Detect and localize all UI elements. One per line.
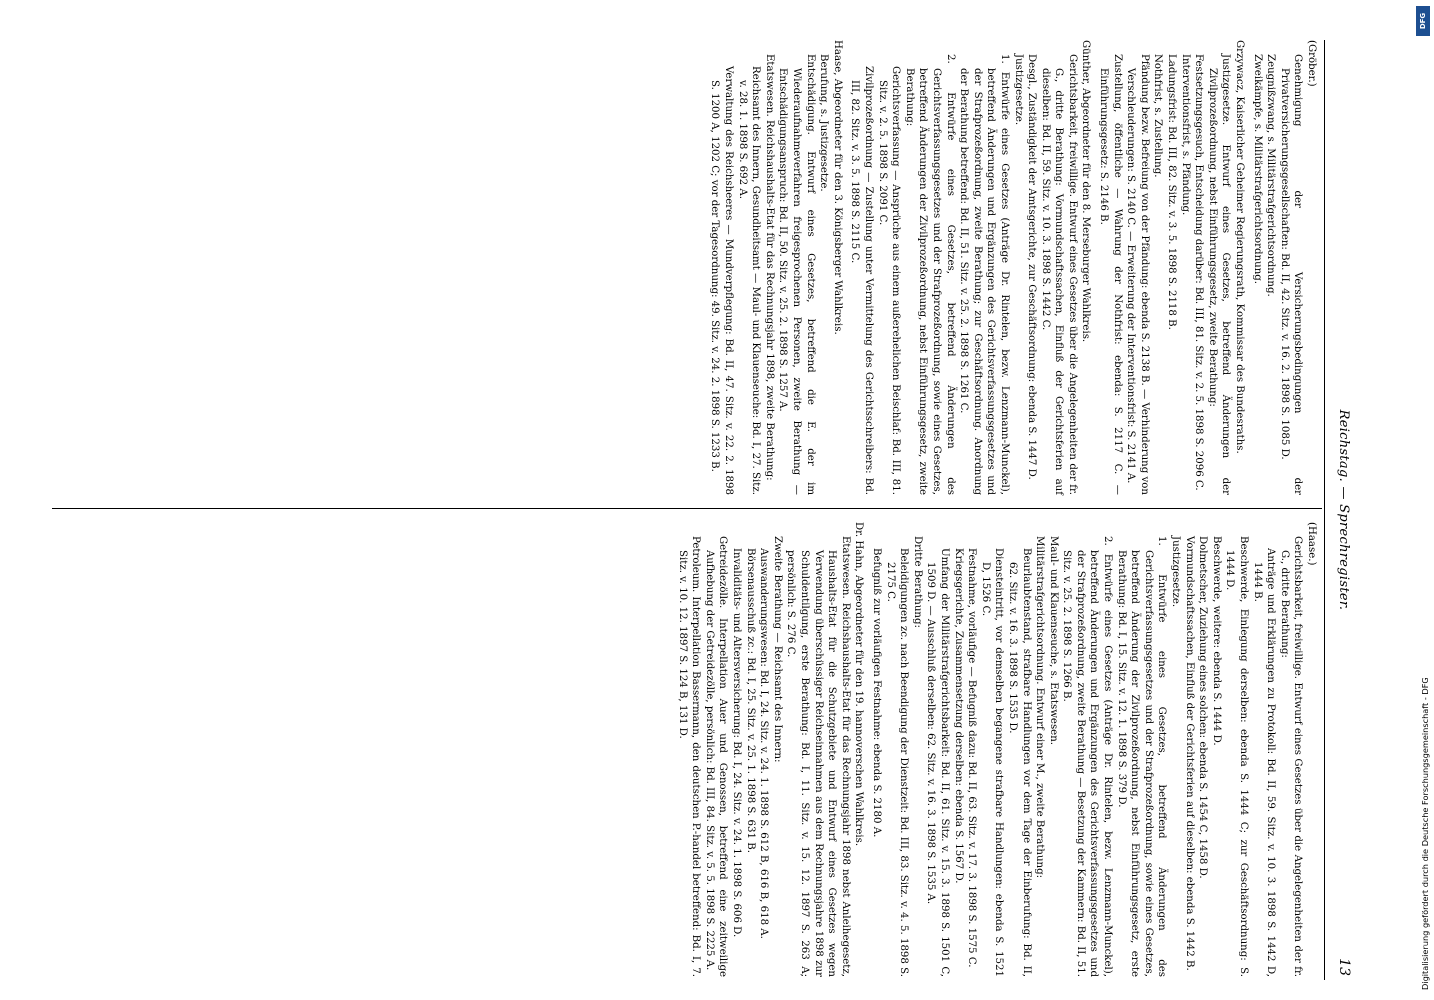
register-entry: Gerichtsbarkeit, freiwillige. Entwurf eines Gesetzes über die Angelegenheiten der fr. G., dritte Berathung: Vormundschaftssachen, Einfluß der Gerichtsferien auf dieselben: Bd. II, 59. Sitz. v. 10. 3. 1898 S. 1442 C. <box>1039 54 1078 495</box>
page-header <box>1328 40 1352 980</box>
register-entry: 1. Entwürfe eines Gesetzes, betreffend Änderungen des Gerichtsverfassungsgesetzes und der Strafprozeßordnung, sowie eines Gesetzes, betreffend Änderung der Zivilprozeßordnung, nebst Einführungsgesetz, erste Berathung: Bd. I, 15. Sitz. v. 12. 1. 1898 S. 379 D. <box>1115 536 1168 977</box>
register-entry: Gerichtsbarkeit, freiwillige. Entwurf eines Gesetzes über die Angelegenheiten der fr. G., dritte Berathung: <box>1278 536 1304 977</box>
register-entry: Dr. Hahn, Abgeordneter für den 19. hannoverschen Wahlkreis. <box>853 522 865 847</box>
register-entry: 1. Entwürfe eines Gesetzes (Anträge Dr. Rintelen, bezw. Lenzmann-Munckel), betreffend Änderungen und Ergänzungen des Gerichtsverfassungsgesetzes und der Strafprozeßordnung, zweite Berathung; zur Geschäftsordnung. Anordnung der Berathung betreffend: Bd. II, 51. Sitz. v. 25. 2. 1898 S. 1261 C. <box>958 54 1010 495</box>
register-entry: Gerichtsverfassung — Ansprüche aus einem außerehelichen Beischlaf: Bd. III, 81. Sitz. v. 2. 5. 1898 S. 2091 C. <box>876 66 902 495</box>
register-entry: Pfändung bezw. Befreiung von der Pfändung: ebenda S. 2138 B. — Verhinderung von Verschleuderungen: S. 2140 C. — Erweiterung der Interventionsfrist: S. 2141 A. <box>1125 54 1150 495</box>
register-entry: Petroleum. Interpellation Bassermann, den deutschen P.-handel betreffend: Bd. I, 7. Sitz. v. 10. 12. 1897 S. 124 B, 131 D. <box>676 536 702 977</box>
dfg-logo-text: DFG <box>1419 12 1427 30</box>
register-entry: Nothfrist, s. Zustellung. <box>1152 54 1164 178</box>
register-entry: Militärstrafgerichtsordnung. Entwurf einer M., zweite Berathung: <box>1034 536 1046 879</box>
register-entry: Auswanderungswesen: Bd. I, 24. Sitz. v. 24. 1. 1898 S. 612 B, 616 B, 618 A. <box>758 548 770 939</box>
header-rule <box>1324 40 1325 980</box>
register-entry: Zweikämpfe, s. Militärstrafgerichtsordnung. <box>1251 54 1263 285</box>
register-entry: 2. Entwürfe eines Gesetzes, betreffend Änderungen des Gerichtsverfassungsgesetzes und der Strafprozeßordnung, sowie eines Gesetzes, betreffend Änderungen der Zivilprozeßordnung, nebst Einführungsgesetz, zweite Berathung: <box>903 54 956 495</box>
register-entry: Interventionsfrist, s. Pfändung. <box>1179 54 1191 216</box>
page-number: 13 <box>1336 958 1352 976</box>
digitization-note: Digitalisierung gefördert durch die Deutsche Forschungsgemeinschaft - DFG <box>1420 677 1430 990</box>
register-entry: Zeugnißzwang, s. Militärstrafgerichtsordnung. <box>1265 54 1277 297</box>
column-divider <box>52 508 1322 509</box>
register-entry: Diensteintritt, vor demselben begangene strafbare Handlungen: ebenda S. 1521 D, 1526 C. <box>979 548 1005 977</box>
register-entry: Günther, Abgeordneter für den 8. Merseburger Wahlkreis. <box>1080 40 1092 343</box>
register-entry: Befugniß zur vorläufigen Festnahme: ebenda S. 2180 A. <box>871 548 882 838</box>
register-entry: Justizgesetze. <box>1012 54 1024 126</box>
register-entry: Dolmetscher, Zuziehung eines solchen: ebenda S. 1454 C, 1458 D. <box>1197 536 1209 879</box>
register-entry: Beschwerde, weitere: ebenda S. 1444 D. <box>1210 536 1222 746</box>
register-entry: 2. Entwürfe eines Gesetzes (Anträge Dr. Rintelen, bezw. Lenzmann-Munckel), betreffend Änderungen und Ergänzungen des Gerichtsverfassungsgesetzes und der Strafprozeßordnung, zweite Berathung — Besetzung der Kammern: Bd. II, 51. Sitz. v. 25. 2. 1898 S. 1266 B. <box>1061 536 1114 977</box>
register-entry: Zustellung, öffentliche — Wahrung der Nothfrist: ebenda: S. 2117 C. — Einführungsgesetz: S. 2146 B. <box>1098 54 1123 495</box>
running-head: Reichstag. — Sprechregister. <box>1336 409 1351 611</box>
register-entry: Zweite Berathung — Reichsamt des Innern: <box>771 536 783 763</box>
register-entry: Berufung, s. Justizgesetze. <box>818 54 830 192</box>
register-entry: Kriegsgerichte, Zusammensetzung derselben: ebenda S. 1567 D. <box>952 548 964 884</box>
register-entry: Zivilprozeßordnung — Zustellung unter Vermittelung des Gerichtsschreibers: Bd. III, 82. Sitz. v. 3. 5. 1898 S. 2115 C. <box>849 66 874 495</box>
register-entry: Etatswesen. Reichshaushalts-Etat für das Rechnungsjahr 1898 nebst Anleihegesetz, Haushalts-Etat für die Schutzgebiete und Entwurf eines Gesetzes wegen Verwendung überschüssiger Reichseinnahmen aus dem Rechnungsjahre 1898 zur Schuldentilgung, erste Berathung: Bd. I, 11. Sitz. v. 15. 12. 1897 S. 263 A; persönlich: S. 276 C. <box>785 536 851 977</box>
register-entry: Festnahme, vorläufige — Befugniß dazu: Bd. II, 63. Sitz. v. 17. 3. 1898 S. 1575 C. <box>966 548 978 968</box>
register-entry: Ladungsfrist: Bd. III, 82. Sitz. v. 3. 5. 1898 S. 2118 B. <box>1166 54 1178 330</box>
register-entry: Umfang der Militärstrafgerichtsbarkeit: Bd. II, 61. Sitz. v. 15. 3. 1898 S. 1501 C, 1509 D. — Ausschluß derselben: 62. Sitz. v. 16. 3. 1898 S. 1535 A. <box>925 548 950 977</box>
register-entry: Verwaltung des Reichsheeres — Mundverpflegung: Bd. II, 47. Sitz. v. 22. 2. 1898 S. 1200 A, 1202 C; vor der Tagesordnung: 49. Sitz. v. 24. 2. 1898 S. 1233 B. <box>709 66 735 495</box>
right-column <box>675 522 1318 977</box>
register-entry: Entschädigung. Entwurf eines Gesetzes, betreffend die E. der im Wiederaufnahmeverfahren freigesprochenen Personen, zweite Berathung — Entschädigungsanspruch: Bd. II, 50. Sitz. v. 25. 2. 1898 S. 1257 A. <box>777 54 816 495</box>
register-entry: Getreidezölle. Interpellation Auer und Genossen, betreffend eine zeitweilige Aufhebung der Getreidezölle, persönlich: Bd. III, 84. Sitz. v. 5. 5. 1898 S. 2225 A. <box>703 536 729 977</box>
register-entry: (Gröber.) <box>1306 40 1317 87</box>
register-entry: Anträge und Erklärungen zu Protokoll: Bd. II, 59. Sitz. v. 10. 3. 1898 S. 1442 D, 1444 B. <box>1251 548 1277 977</box>
dfg-logo <box>1416 6 1430 36</box>
register-entry: Haase, Abgeordneter für den 3. Königsberger Wahlkreis. <box>831 40 843 335</box>
register-entry: Justizgesetze. Entwurf eines Gesetzes, betreffend Änderungen der Zivilprozeßordnung, nebst Einführungsgesetz, zweite Berathung: <box>1206 54 1232 495</box>
register-entry: Vormundschaftssachen, Einfluß der Gerichtsferien auf dieselben: ebenda S. 1442 B. <box>1183 536 1195 971</box>
register-entry: Börsenausschuß zc.: Bd. I, 25. Sitz. v. 25. 1. 1898 S. 631 B. <box>744 548 756 853</box>
rotated-page-content <box>42 40 1352 980</box>
register-entry: Grzywacz, Kaiserlicher Geheimer Regierungsrath, Kommissar des Bundesraths. <box>1234 40 1246 454</box>
register-entry: Justizgesetze. <box>1170 536 1182 608</box>
register-entry: Desgl., Zuständigkeit der Amtsgerichte, zur Geschäftsordnung: ebenda S. 1447 D. <box>1026 54 1038 480</box>
register-entry: Beleidigungen zc. nach Beendigung der Dienstzeit: Bd. III, 83. Sitz. v. 4. 5. 1898 S. 2175 C. <box>884 548 910 977</box>
register-entry: Invaliditäts- und Altersversicherung: Bd. I, 24. Sitz. v. 24. 1. 1898 S. 606 D. <box>731 548 743 938</box>
register-entry: Dritte Berathung: <box>911 536 923 628</box>
register-entry: (Haase.) <box>1306 522 1317 566</box>
register-entry: Festsetzungsgesuch, Entscheidung darüber: Bd. III, 81. Sitz. v. 2. 5. 1898 S. 2096 C. <box>1193 54 1205 491</box>
register-entry: Maul- und Klauenseuche, s. Etatswesen. <box>1047 536 1059 746</box>
left-column <box>708 40 1318 495</box>
register-entry: Genehmigung der Versicherungsbedingungen der Privatversicherungsgesellschaften: Bd. II, 42. Sitz. v. 16. 2. 1898 S. 1085 D. <box>1278 54 1304 495</box>
register-entry: Reichsamt des Innern, Gesundheitsamt — Maul- und Klauenseuche: Bd. I, 27. Sitz. v. 28. 1. 1898 S. 692 A. <box>736 66 762 495</box>
register-entry: Beschwerde, Einlegung derselben: ebenda S. 1444 C; zur Geschäftsordnung: S. 1444 D. <box>1224 536 1250 977</box>
register-entry: Etatswesen. Reichshaushalts-Etat für das Rechnungsjahr 1898, zweite Berathung: <box>763 54 775 481</box>
register-entry: Beurlaubtenstand, strafbare Handlungen vor dem Tage der Einberufung: Bd. II, 62. Sitz. v. 16. 3. 1898 S. 1535 D. <box>1006 548 1032 977</box>
